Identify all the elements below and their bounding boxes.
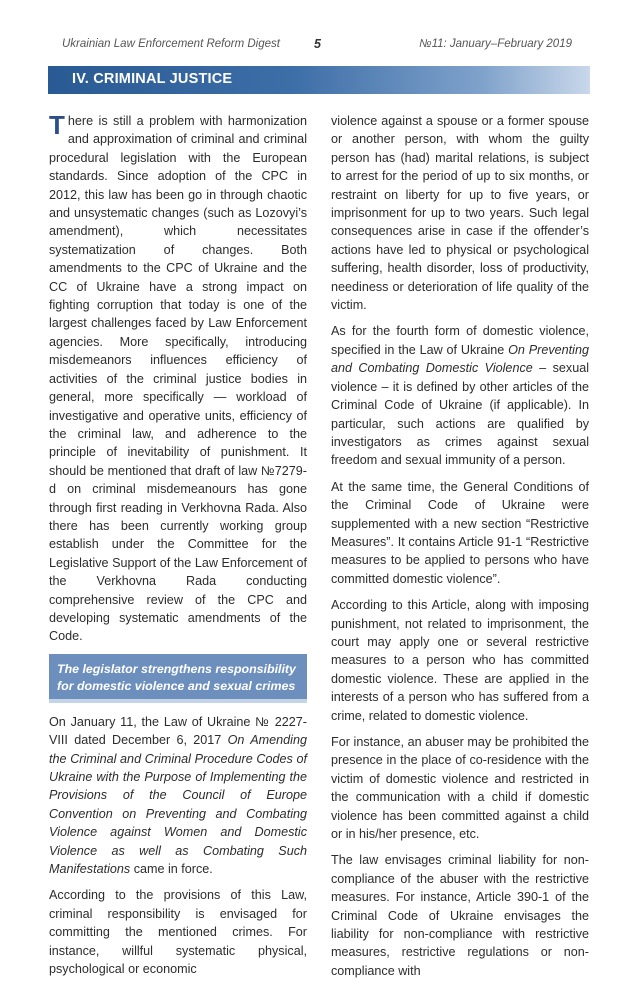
issue-label: №11: January–February 2019: [419, 38, 572, 50]
publication-title: Ukrainian Law Enforcement Reform Digest: [62, 38, 280, 50]
intro-text: here is still a problem with harmonization and approximation of criminal and criminal procedural legislation with the European standards. Since adoption of the CPC in 2012, this law has been go in through chaotic and unsystematic changes (such as Lozovyi’s amendment), which necessitates systematization of changes. Both amendments to the CPC of Ukraine and the CC of Ukraine have a strong impact on fighting corruption that today is one of the largest challenges faced by Law Enforcement agencies. More specifically, introducing misdemeanors influences efficiency of activities of the criminal justice bodies in general, more specifically — workload of investigative and operative units, efficiency of the criminal law, and adherence to the principle of inevitability of punishment. It should be mentioned that draft of law №7279-d on criminal misdemeanours has gone through first reading in Verkhovna Rada. Also there has been currently working group establish under the Committee for the Legislative Support of the Law Enforcement of the Verkhovna Rada conducting comprehensive review of the CPC and developing systematic amendments of the Code.: [49, 114, 307, 644]
subheading-underline: [49, 699, 307, 703]
restrictive-measures-paragraph: At the same time, the General Conditions of the Criminal Code of Ukraine were supplemented with a new section “Restrictive Measures”. It contains Article 91-1 “Restrictive measures to be applied to persons who have committed domestic violence”.: [331, 479, 589, 586]
law-paragraph: [49, 713, 307, 879]
liability-paragraph: The law envisages criminal liability for non-compliance of the abuser with the restrictive measures. For instance, Article 390-1 of the Criminal Code of Ukraine envisages the liability for non-compliance with restrictive measures, restrictive regulations or non-compliance with: [331, 853, 589, 978]
violence-paragraph: violence against a spouse or a former spouse or another person, with whom the guilty person has (had) marital relations, is subject to arrest for the period of up to six months, or restraint on liberty for up to five years, or imprisonment for up to two years. Such legal consequences arise in case if the offender’s actions have led to physical or psychological suffering, health disorder, loss of productivity, neediness or deterioration of life quality of the victim.: [331, 114, 589, 313]
example-paragraph: For instance, an abuser may be prohibited the presence in the place of co-residence with the victim of domestic violence and restricted in the communication with a child if domestic violence has been committed against a child or in his/her presence, etc.: [331, 735, 589, 842]
law-text-end: came in force.: [130, 862, 213, 877]
sexual-violence-paragraph: [331, 322, 589, 469]
section-banner: [48, 66, 590, 94]
sv-text-end: – sexual violence – it is defined by other articles of the Criminal Code of Ukraine (if applicable). In particular, such actions are qualified by investigators as crimes against sexual freedom and sexual immunity of a person.: [331, 361, 589, 468]
drop-cap: T: [49, 110, 65, 140]
law-title: On Amending the Criminal and Criminal Procedure Codes of Ukraine with the Purpose of Implementing the Provisions of the Council of Europe Convention on Preventing and Combating Violence against Women and Domestic Violence as well as Combating Such Manifestations: [49, 733, 307, 877]
sv-text-start: As for the fourth form of domestic violence, specified in the Law of Ukraine: [331, 324, 589, 357]
page-header: [62, 38, 572, 56]
law-text-start: On January 11, the Law of Ukraine № 2227-VIII dated December 6, 2017: [49, 714, 307, 748]
subheading: The legislator strengthens responsibility for domestic violence and sexual crimes: [49, 654, 307, 703]
section-title: IV. CRIMINAL JUSTICE: [72, 71, 233, 87]
page-number: 5: [314, 37, 321, 51]
provisions-paragraph: According to the provisions of this Law, criminal responsibility is envisaged for committing the mentioned crimes. For instance, willful systematic physical, psychological or economic: [49, 888, 307, 977]
right-column: [331, 112, 589, 988]
article-paragraph: According to this Article, along with imposing punishment, not related to imprisonment, the court may apply one or several restrictive measures to a person who has committed domestic violence. These are applied in the interests of a person who has suffered from a crime, related to domestic violence.: [331, 598, 589, 723]
left-column: [49, 112, 307, 986]
sv-law-title: On Preventing and Combating Domestic Violence: [331, 342, 589, 376]
intro-paragraph: [49, 112, 307, 646]
